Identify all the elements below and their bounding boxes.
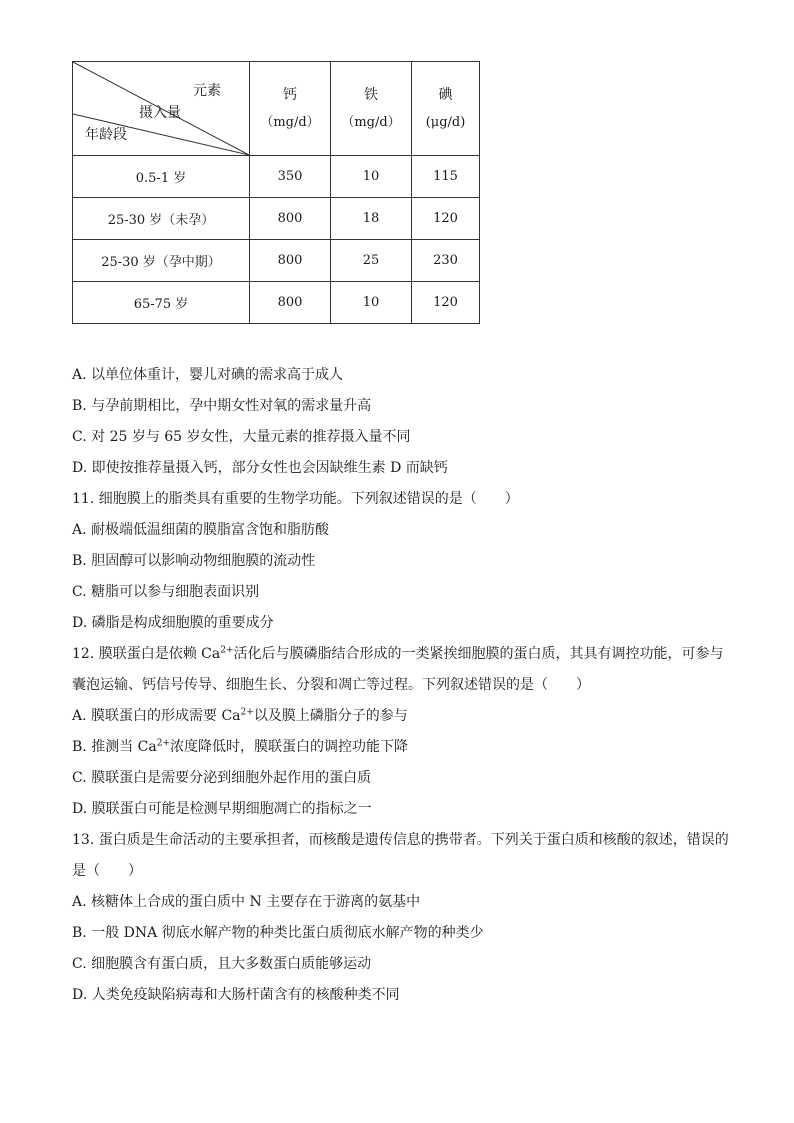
header-iodine: 碘 (μg/d) [412,62,480,156]
calcium-cell: 800 [250,198,331,240]
age-cell: 65-75 岁 [73,282,250,324]
header-calcium: 钙 （mg/d） [250,62,331,156]
q12-option-a: A. 膜联蛋白的形成需要 $Ca^{2+}$以及膜上磷脂分子的参与 [72,707,408,724]
header-iron: 铁 （mg/d） [331,62,412,156]
header-element-label: 元素 [193,83,221,99]
q10-option-d: D. 即使按推荐量摄入钙，部分女性也会因缺维生素 D 而缺钙 [72,460,448,476]
question-text [72,360,732,1011]
q10-option-c: C. 对 25 岁与 65 岁女性，大量元素的推荐摄入量不同 [72,429,411,445]
q13-option-b: B. 一般 DNA 彻底水解产物的种类比蛋白质彻底水解产物的种类少 [72,925,484,941]
iron-cell: 10 [331,282,412,324]
iron-cell: 25 [331,240,412,282]
header-intake-label: 摄入量 [139,105,181,121]
superscript: 2+ [220,645,234,656]
q10-option-b: B. 与孕前期相比，孕中期女性对氧的需求量升高 [72,398,372,414]
age-cell: 25-30 岁（孕中期） [73,240,250,282]
header-age-label: 年龄段 [85,127,127,143]
q12-option-b: B. 推测当 $Ca^{2+}$浓度降低时，膜联蛋白的调控功能下降 [72,738,408,755]
diagonal-header-cell [73,62,250,156]
table-row [73,198,480,240]
age-cell: 0.5-1 岁 [73,156,250,198]
table-row [73,156,480,198]
table-row [73,240,480,282]
calcium-cell: 350 [250,156,331,198]
q13-stem: 13. 蛋白质是生命活动的主要承担者，而核酸是遗传信息的携带者。下列关于蛋白质和核酸的叙述，错误的是（ ） [72,832,729,879]
calcium-cell: 800 [250,282,331,324]
q13-option-d: D. 人类免疫缺陷病毒和大肠杆菌含有的核酸种类不同 [72,987,400,1003]
q11-option-c: C. 糖脂可以参与细胞表面识别 [72,584,260,600]
q13-option-a: A. 核糖体上合成的蛋白质中 N 主要存在于游离的氨基中 [72,894,421,910]
intake-table [72,61,480,324]
q10-option-a: A. 以单位体重计，婴儿对碘的需求高于成人 [72,367,344,383]
iodine-cell: 120 [412,198,480,240]
q11-option-d: D. 磷脂是构成细胞膜的重要成分 [72,615,274,631]
q11-option-a: A. 耐极端低温细菌的膜脂富含饱和脂肪酸 [72,522,330,538]
table-header-row [73,62,480,156]
superscript: 2+ [156,738,170,749]
superscript: 2+ [240,707,254,718]
age-cell: 25-30 岁（未孕） [73,198,250,240]
q12-option-c: C. 膜联蛋白是需要分泌到细胞外起作用的蛋白质 [72,770,372,786]
iron-cell: 10 [331,156,412,198]
iodine-cell: 120 [412,282,480,324]
q12-stem: 12. 膜联蛋白是依赖 $Ca^{2+}$活化后与膜磷脂结合形成的一类紧挨细胞膜的蛋白质，其具有调控功能，可参与囊泡运输、钙信号传导、细胞生长、分裂和凋亡等过程。下列叙述错误的是（ ） [72,645,724,693]
q11-option-b: B. 胆固醇可以影响动物细胞膜的流动性 [72,553,316,569]
q12-option-d: D. 膜联蛋白可能是检测早期细胞凋亡的指标之一 [72,801,372,817]
table-row [73,282,480,324]
q11-stem: 11. 细胞膜上的脂类具有重要的生物学功能。下列叙述错误的是（ ） [72,491,519,507]
iodine-cell: 230 [412,240,480,282]
iodine-cell: 115 [412,156,480,198]
q13-option-c: C. 细胞膜含有蛋白质，且大多数蛋白质能够运动 [72,956,372,972]
calcium-cell: 800 [250,240,331,282]
iron-cell: 18 [331,198,412,240]
